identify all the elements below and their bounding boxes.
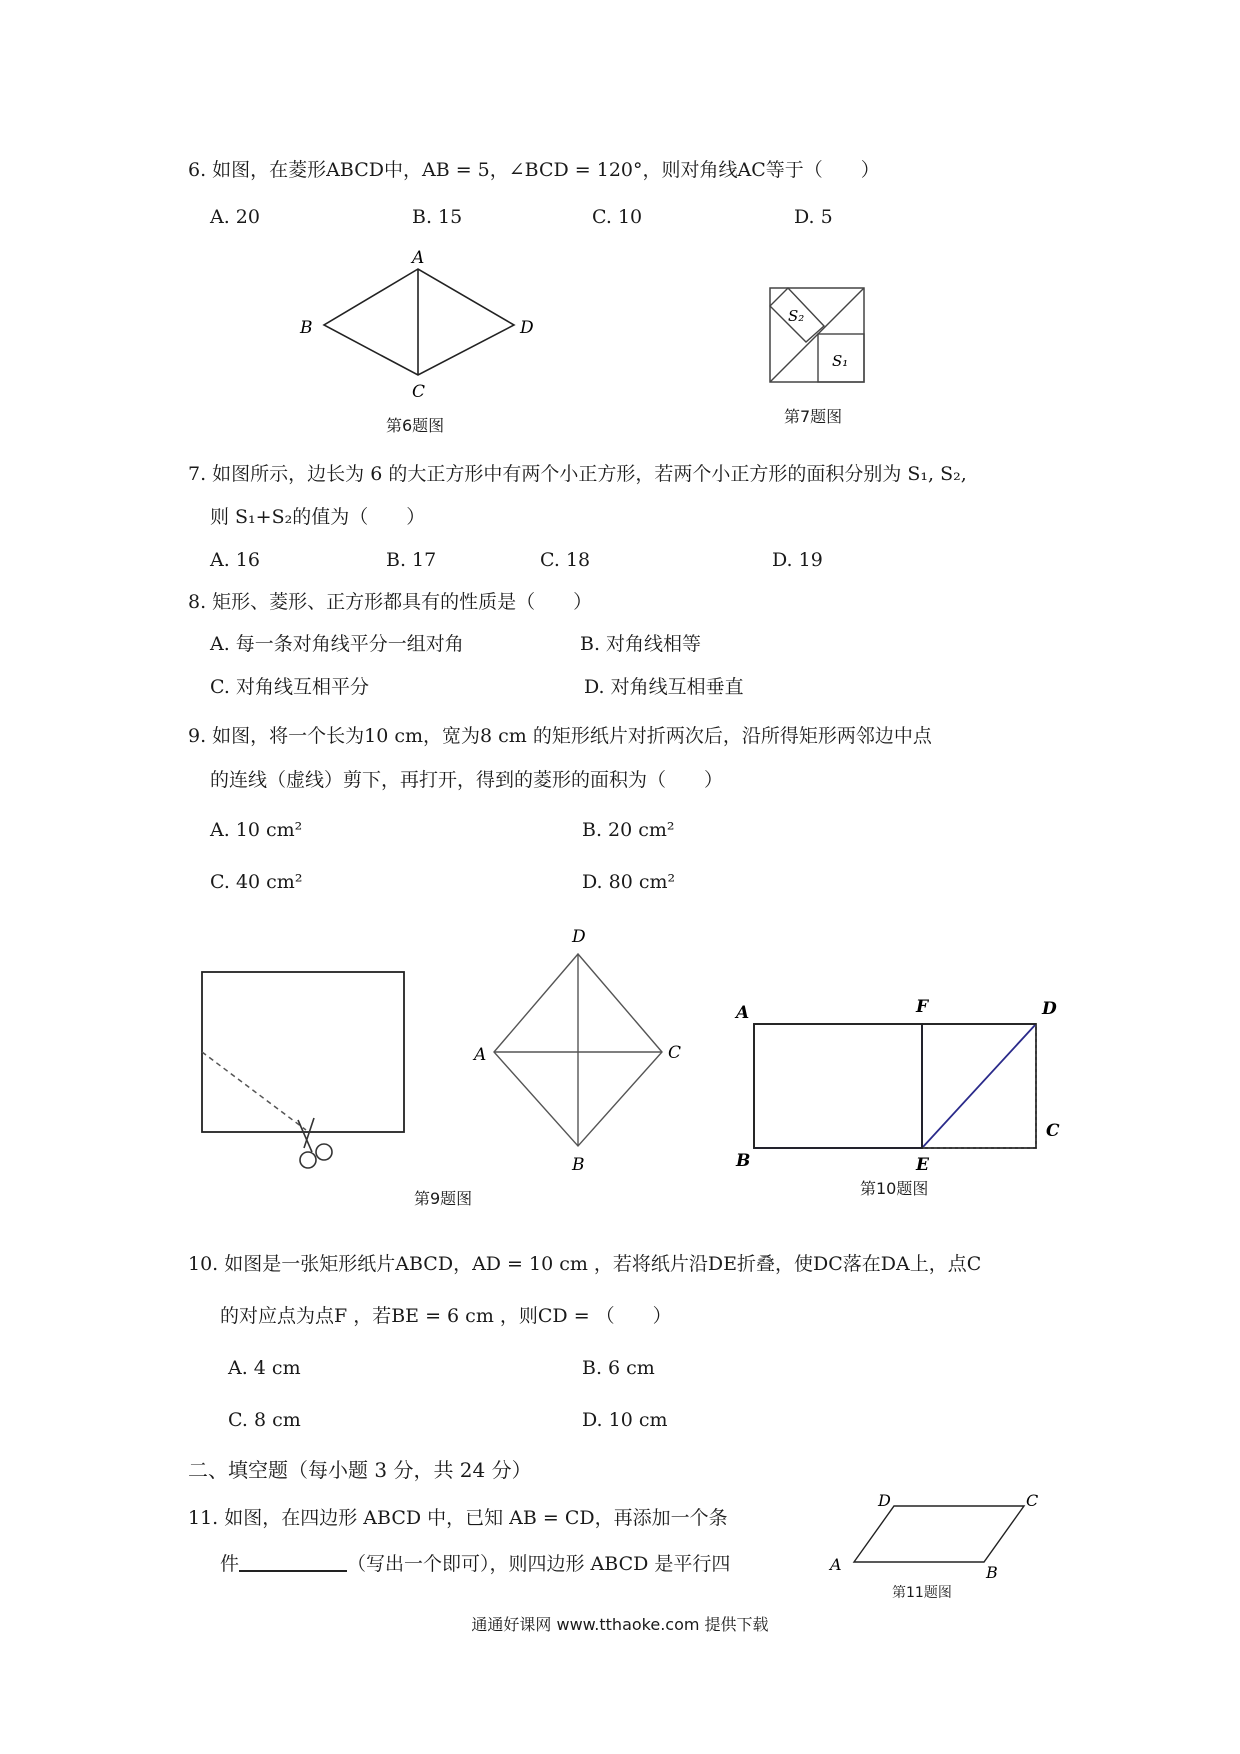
- q10-fold-figure: [730, 994, 1070, 1174]
- q6-option-d: D. 5: [794, 206, 833, 228]
- q9-option-a: A. 10 cm²: [210, 819, 303, 841]
- q6-label-b: B: [300, 318, 313, 338]
- q10-label-f: F: [916, 997, 929, 1017]
- q11-parallelogram-figure: [824, 1492, 1044, 1582]
- q6-stem: 6. 如图，在菱形ABCD中，AB = 5，∠BCD = 120°，则对角线AC等于（ ）: [188, 159, 880, 181]
- q7-stem-line1: 7. 如图所示，边长为 6 的大正方形中有两个小正方形，若两个小正方形的面积分别为 S₁, S₂,: [188, 463, 967, 485]
- q7-option-c: C. 18: [540, 549, 591, 571]
- q9-paper-cut-figure: [196, 962, 416, 1172]
- q11-stem-line2: [220, 1550, 730, 1576]
- q11-stem-line2-prefix: 件: [220, 1553, 240, 1575]
- q9-label-b: B: [572, 1155, 585, 1175]
- section2-title: 二、填空题（每小题 3 分，共 24 分）: [188, 1458, 532, 1482]
- q11-stem-line2-suffix: （写出一个即可），则四边形 ABCD 是平行四: [347, 1553, 731, 1575]
- q6-label-a: A: [412, 248, 425, 268]
- q8-option-b: B. 对角线相等: [580, 633, 702, 655]
- q11-figure-caption: 第11题图: [892, 1585, 952, 1601]
- q7-label-s1: S₁: [832, 352, 849, 370]
- q11-label-a: A: [830, 1555, 842, 1574]
- q6-option-c: C. 10: [592, 206, 643, 228]
- q7-option-b: B. 17: [386, 549, 437, 571]
- q8-option-d: D. 对角线互相垂直: [584, 676, 744, 698]
- q6-option-a: A. 20: [210, 206, 260, 228]
- q7-option-a: A. 16: [210, 549, 260, 571]
- page-footer: 通通好课网 www.tthaoke.com 提供下载: [471, 1615, 769, 1634]
- q7-label-s2: S₂: [788, 307, 805, 325]
- q6-figure-caption: 第6题图: [386, 416, 445, 435]
- q10-option-a: A. 4 cm: [228, 1357, 301, 1379]
- q8-option-a: A. 每一条对角线平分一组对角: [210, 633, 464, 655]
- q9-option-d: D. 80 cm²: [582, 871, 676, 893]
- q9-option-c: C. 40 cm²: [210, 871, 303, 893]
- q7-figure-caption: 第7题图: [784, 407, 843, 426]
- q6-rhombus-figure: [290, 245, 550, 405]
- q9-stem-line2: 的连线（虚线）剪下，再打开，得到的菱形的面积为（ ）: [210, 769, 724, 791]
- q10-option-b: B. 6 cm: [582, 1357, 655, 1379]
- q11-answer-blank[interactable]: [239, 1550, 347, 1572]
- q9-label-a: A: [474, 1045, 487, 1065]
- q10-stem-line2: 的对应点为点F ，若BE = 6 cm ，则CD = （ ）: [220, 1305, 672, 1327]
- scissors-icon: [298, 1118, 332, 1168]
- q6-label-c: C: [412, 382, 426, 402]
- q9-rhombus-figure: [470, 920, 690, 1180]
- q10-option-c: C. 8 cm: [228, 1409, 301, 1431]
- q11-label-c: C: [1026, 1492, 1039, 1510]
- q10-stem-line1: 10. 如图是一张矩形纸片ABCD，AD = 10 cm ，若将纸片沿DE折叠，使DC落在DA上，点C: [188, 1253, 982, 1275]
- q9-figure-caption: 第9题图: [414, 1189, 473, 1208]
- q11-stem-line1: 11. 如图，在四边形 ABCD 中，已知 AB = CD，再添加一个条: [188, 1507, 728, 1529]
- q7-squares-figure: [768, 286, 868, 386]
- q10-label-b: B: [736, 1151, 751, 1171]
- q8-option-c: C. 对角线互相平分: [210, 676, 369, 698]
- q6-option-b: B. 15: [412, 206, 463, 228]
- q10-label-e: E: [916, 1155, 929, 1174]
- q6-label-d: D: [520, 318, 534, 338]
- q11-label-b: B: [986, 1563, 998, 1582]
- q10-option-d: D. 10 cm: [582, 1409, 668, 1431]
- q8-stem: 8. 矩形、菱形、正方形都具有的性质是（ ）: [188, 591, 593, 613]
- q11-label-d: D: [878, 1492, 891, 1510]
- q7-stem-line2: 则 S₁+S₂的值为（ ）: [210, 506, 426, 528]
- q9-label-c: C: [668, 1043, 682, 1063]
- q10-label-a: A: [736, 1003, 750, 1023]
- q9-option-b: B. 20 cm²: [582, 819, 675, 841]
- q9-label-d: D: [572, 927, 586, 947]
- q10-label-d: D: [1042, 999, 1057, 1019]
- q10-label-c: C: [1046, 1121, 1060, 1141]
- q7-option-d: D. 19: [772, 549, 823, 571]
- q9-stem-line1: 9. 如图，将一个长为10 cm，宽为8 cm 的矩形纸片对折两次后，沿所得矩形两邻边中点: [188, 725, 932, 747]
- q10-figure-caption: 第10题图: [860, 1179, 929, 1198]
